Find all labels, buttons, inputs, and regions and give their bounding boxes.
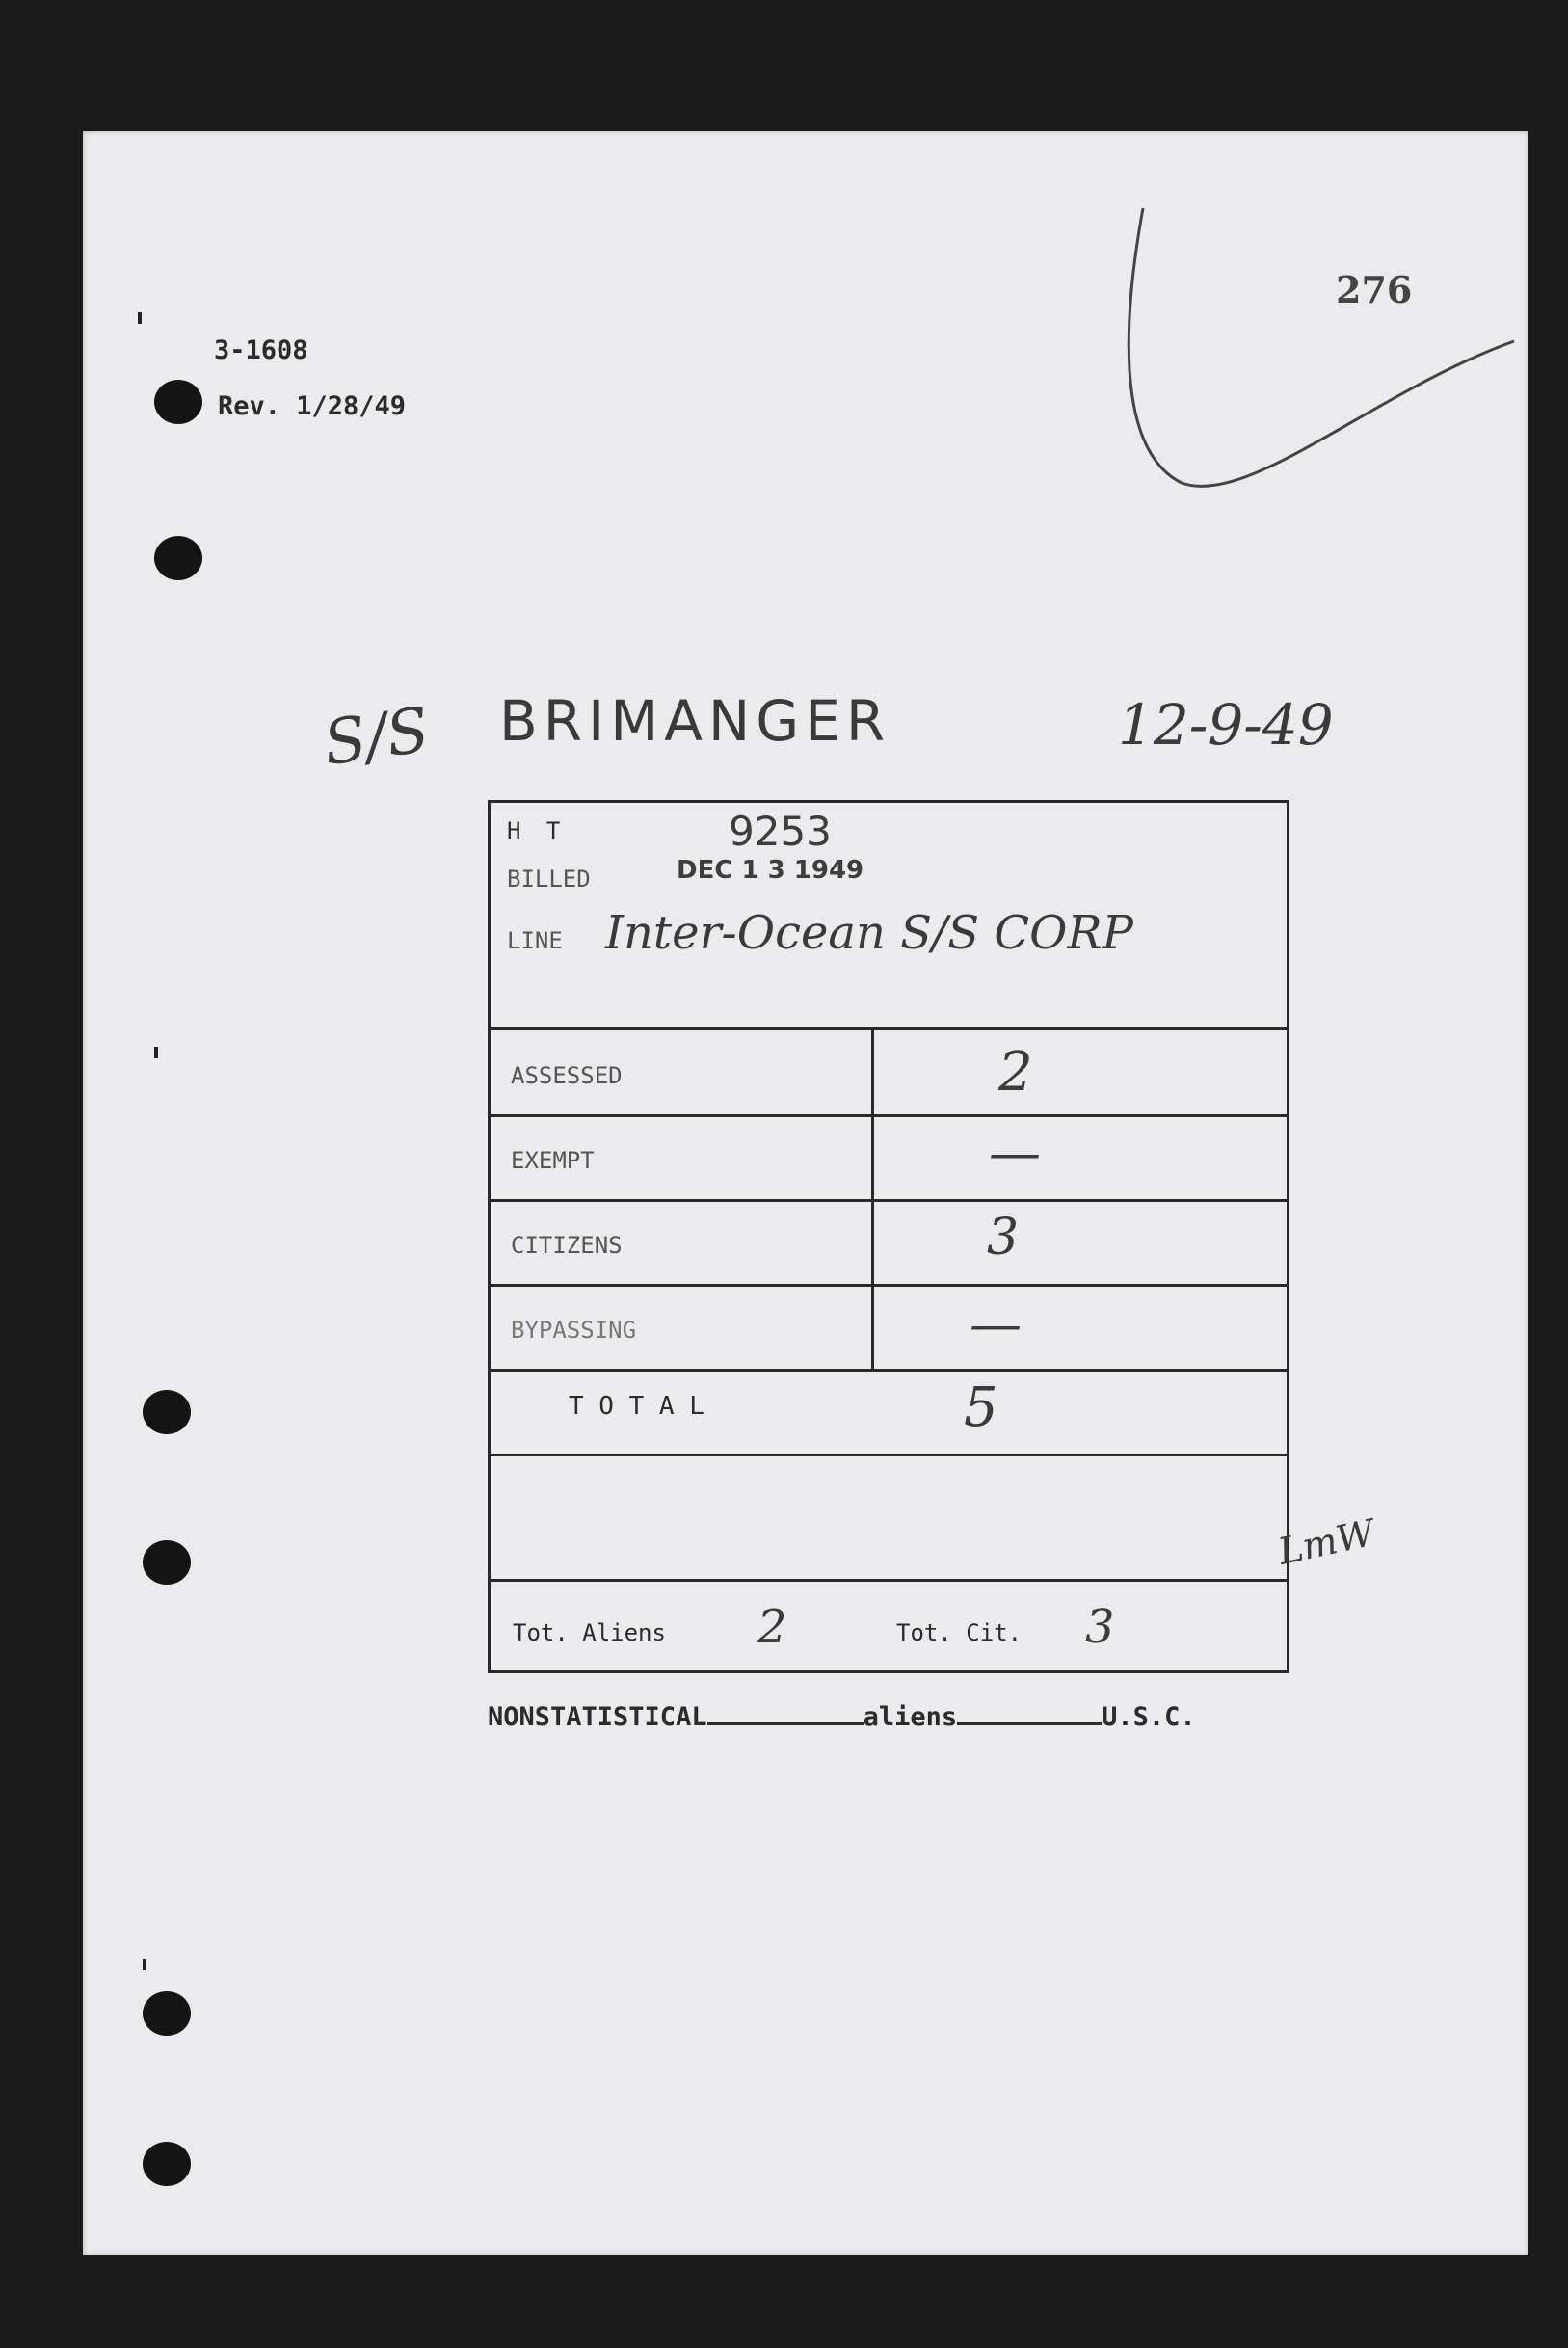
row-value-bypassing: — <box>970 1294 1022 1354</box>
row-label-assessed: ASSESSED <box>511 1062 623 1089</box>
punch-hole-5 <box>143 1991 191 2036</box>
form-number: 3-1608 <box>214 335 308 365</box>
tot-cit-label: Tot. Cit. <box>896 1619 1023 1646</box>
document-page <box>83 131 1528 2255</box>
tot-aliens-label: Tot. Aliens <box>513 1619 666 1646</box>
ht-label: H T <box>507 817 567 844</box>
margin-mark <box>143 1959 146 1970</box>
usc-label: U.S.C. <box>1102 1702 1196 1732</box>
aliens-label: aliens <box>863 1702 958 1732</box>
row-value-assessed: 2 <box>998 1041 1033 1104</box>
billed-label: BILLED <box>507 866 591 893</box>
initials: LmW <box>1274 1511 1378 1573</box>
form-revision: Rev. 1/28/49 <box>218 391 407 421</box>
row-label-citizens: CITIZENS <box>511 1232 623 1259</box>
line-value: Inter-Ocean S/S CORP <box>605 906 1133 960</box>
margin-mark <box>138 312 142 324</box>
ht-number: 9253 <box>729 808 832 855</box>
tot-cit-value: 3 <box>1085 1600 1115 1654</box>
total-label: T O T A L <box>569 1392 704 1421</box>
row-value-citizens: 3 <box>987 1209 1020 1267</box>
nonstatistical-blank <box>707 1722 864 1725</box>
check-mark-icon <box>1104 170 1528 555</box>
manifest-table <box>488 800 1289 1673</box>
handwritten-date: 12-9-49 <box>1118 692 1334 758</box>
total-value: 5 <box>964 1376 998 1439</box>
nonstatistical-label: NONSTATISTICAL <box>488 1702 707 1732</box>
margin-mark <box>154 1047 158 1058</box>
line-label: LINE <box>507 927 563 954</box>
vessel-prefix: S/S <box>319 694 434 781</box>
row-label-bypassing: BYPASSING <box>511 1317 637 1344</box>
vessel-name: BRIMANGER <box>499 688 891 754</box>
row-label-exempt: EXEMPT <box>511 1147 595 1174</box>
page-number: 276 <box>1336 268 1413 311</box>
punch-hole-1 <box>154 380 202 424</box>
punch-hole-6 <box>143 2142 191 2186</box>
aliens-blank <box>957 1722 1102 1725</box>
punch-hole-2 <box>154 536 202 580</box>
punch-hole-4 <box>143 1540 191 1585</box>
nonstatistical-line <box>488 1702 1196 1732</box>
punch-hole-3 <box>143 1390 191 1434</box>
tot-aliens-value: 2 <box>757 1600 787 1654</box>
row-value-exempt: — <box>989 1122 1041 1183</box>
billed-date-stamp: DEC 1 3 1949 <box>677 856 864 885</box>
